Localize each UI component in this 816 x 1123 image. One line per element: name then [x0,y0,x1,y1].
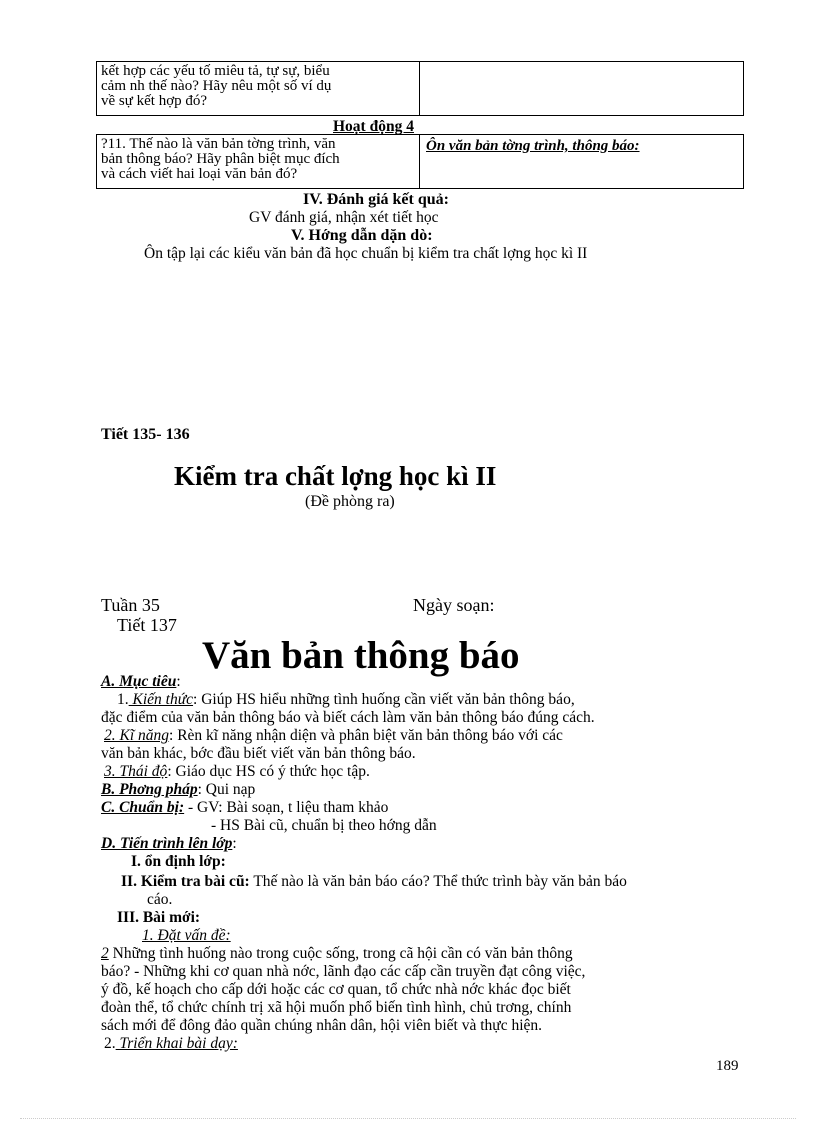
lesson-135-title: Kiểm tra chất lợng học kì II [174,461,497,491]
table-line: ?11. Thế nào là văn bản tờng trình, văn [101,136,336,152]
objective-skills-label: 2. Kĩ năng [104,727,170,744]
table-line: cảm nh thế nào? Hãy nêu một số ví dụ [101,78,332,94]
section-c-gv: - GV: Bài soạn, t liệu tham khảo [184,799,389,816]
page-number: 189 [716,1058,739,1074]
sub-step-2 [104,1035,238,1053]
paragraph-mark: 2 [101,945,109,962]
intro-text-1: Những tình huống nào trong cuộc sống, trong cã hội cần có văn bản thông [108,945,573,962]
objective-knowledge-cont: đặc điểm của văn bản thông báo và biết cách làm văn bản thông báo đúng cách. [101,709,595,726]
section-a-label: A. Mục tiêu [101,673,177,690]
table-line: về sự kết hợp đó? [101,93,208,109]
section-5-title: V. Hớng dẫn dặn dò: [291,227,433,244]
section-b-text: : Qui nạp [197,781,256,798]
section-d-heading [101,835,237,853]
section-d-colon: : [232,835,237,852]
sub-step-2-label: Triển khai bài dạy: [115,1035,238,1052]
step-2-label: II. Kiểm tra bài cũ: [121,873,250,890]
objective-knowledge [117,691,575,709]
date-label: Ngày soạn: [413,595,495,615]
step-2-text: Thế nào là văn bản báo cáo? Thể thức trình bày văn bản báo [249,873,627,890]
intro-line-4: đoàn thể, tổ chức chính trị xã hội muốn phổ biến tình hình, chủ trơng, chính [101,999,572,1016]
objective-skills [104,727,563,745]
objective-knowledge-number: 1. [117,691,129,708]
intro-line-2: báo? - Những khi cơ quan nhà nớc, lãnh đạo các cấp cần truyền đạt công việc, [101,963,586,980]
intro-line-1 [101,945,573,963]
table-activity-4 [96,134,744,189]
section-4-title: IV. Đánh giá kết quả: [303,191,449,208]
section-5-text: Ôn tập lại các kiểu văn bản đã học chuẩn bị kiểm tra chất lợng học kì II [144,245,588,262]
week-label: Tuần 35 [101,595,160,615]
objective-knowledge-label: Kiến thức [128,691,194,708]
step-1-class-stabilize: I. ổn định lớp: [131,853,226,870]
section-a-heading [101,673,181,691]
objective-attitude-label: 3. Thái độ [104,763,168,780]
table-line: và cách viết hai loại văn bản đó? [101,166,298,182]
section-c-hs: - HS Bài cũ, chuẩn bị theo hớng dẫn [211,817,437,834]
objective-skills-cont: văn bản khác, bớc đầu biết viết văn bản thông báo. [101,745,416,762]
lesson-137-period: Tiết 137 [117,615,177,635]
table-continuation [96,61,744,116]
section-d-label: D. Tiến trình lên lớp [101,835,233,852]
intro-line-3: ý đồ, kế hoạch cho cấp dới hoặc các cơ quan, tổ chức nhà nớc khác đọc biết [101,981,571,998]
sub-step-1: 1. Đặt vấn đề: [142,927,231,944]
sub-step-2-number: 2. [104,1035,116,1052]
section-a-colon: : [176,673,181,690]
lesson-135-period: Tiết 135- 136 [101,426,190,443]
section-4-text: GV đánh giá, nhận xét tiết học [249,209,439,226]
section-b-label: B. Phơng pháp [101,781,198,798]
objective-knowledge-text: : Giúp HS hiểu những tình huống cần viết văn bản thông báo, [193,691,575,708]
lesson-135-note: (Đề phòng ra) [305,493,395,510]
step-2-review [121,873,627,891]
page-bottom-border [20,1118,796,1119]
lesson-137-title: Văn bản thông báo [202,634,520,677]
intro-line-5: sách mới để đông đảo quần chúng nhân dân, hội viên biết và thực hiện. [101,1017,543,1034]
table-cell-left [97,135,420,188]
objective-attitude [104,763,370,781]
section-c [101,799,388,817]
section-b [101,781,255,799]
objective-skills-text: : Rèn kĩ năng nhận diện và phân biệt văn bản thông báo với các [169,727,563,744]
section-c-label: C. Chuẩn bị: [101,799,185,816]
objective-attitude-text: : Giáo dục HS có ý thức học tập. [167,763,370,780]
activity-4-heading: Hoạt động 4 [333,118,414,135]
table-line: bản thông báo? Hãy phân biệt mục đích [101,151,340,167]
table-cell-left [97,62,420,115]
step-3-new-lesson: III. Bài mới: [117,909,201,926]
table-cell-right: Ôn văn bản tờng trình, thông báo: [426,138,640,154]
step-2-text-cont: cáo. [147,891,173,908]
table-line: kết hợp các yếu tố miêu tả, tự sự, biểu [101,63,330,79]
